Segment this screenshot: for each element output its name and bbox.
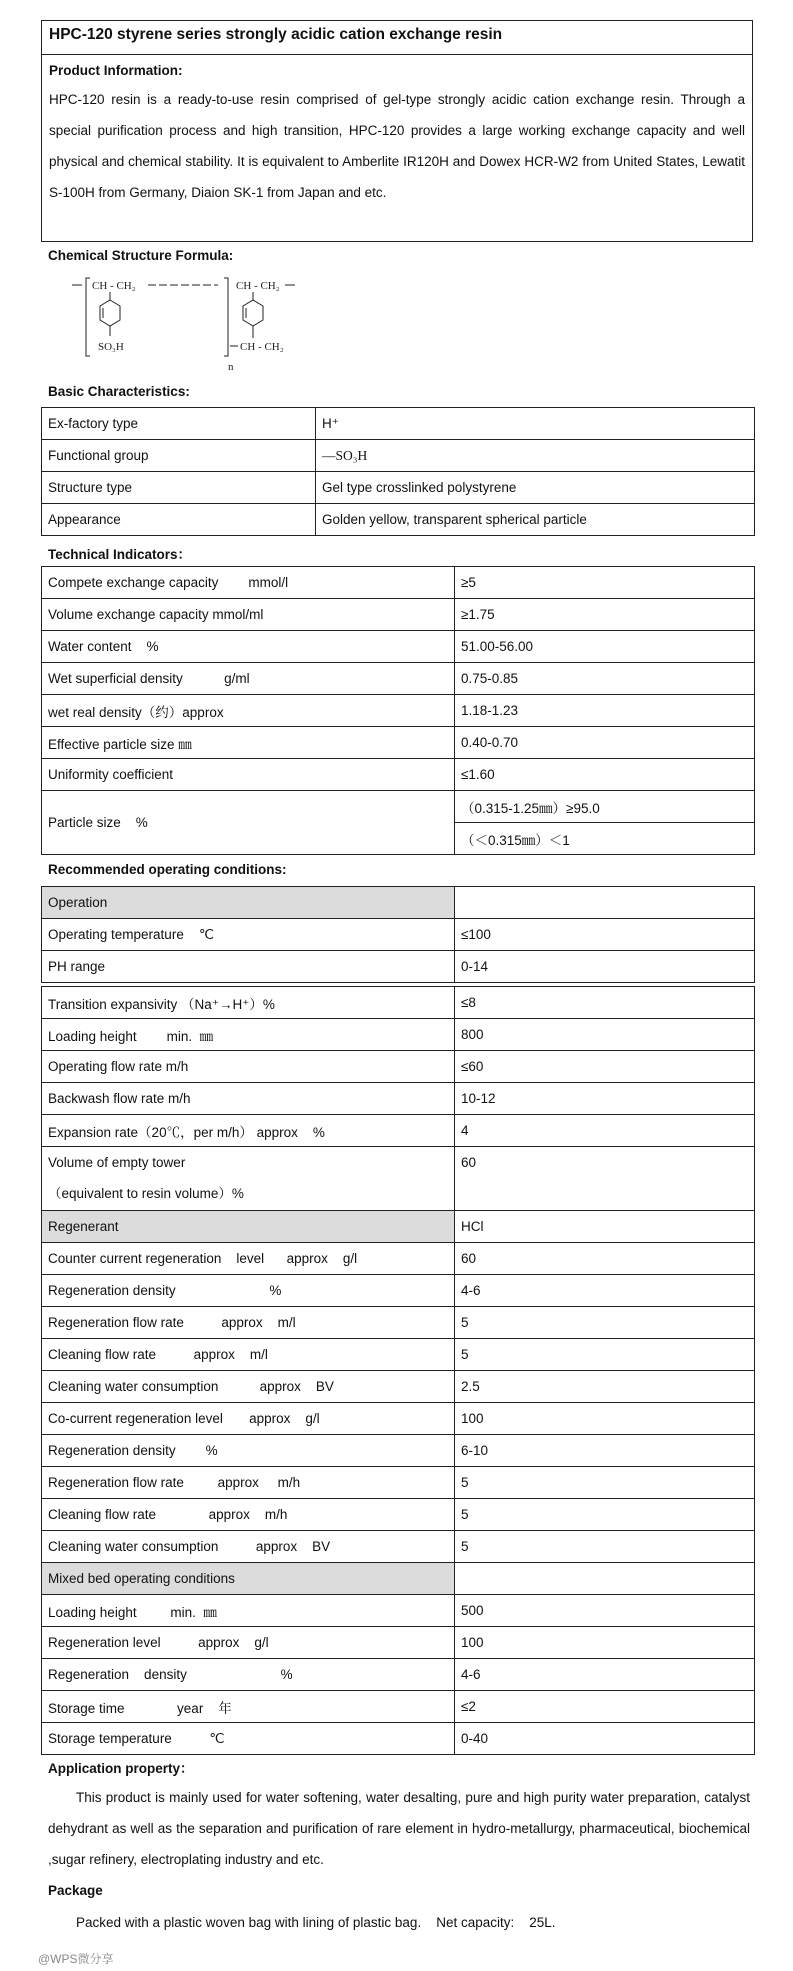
operating-heading: Recommended operating conditions: [48, 862, 287, 877]
table-cell: Volume exchange capacity mmol/ml [42, 599, 455, 631]
table-row [42, 987, 755, 1019]
table-cell: Loading height min. ㎜ [42, 1595, 455, 1627]
table-cell: Cleaning water consumption approx BV [42, 1531, 455, 1563]
table-row [42, 1627, 755, 1659]
application-text: This product is mainly used for water softening, water desalting, pure and high purity water preparation, catalyst dehydrant as well as the separation and purification of rare element in hydro-metallurgy, pharmaceutical, biochemical ,sugar refinery, electroplating industry and etc. [48, 1790, 750, 1867]
basic-characteristics-table [41, 407, 755, 536]
table-cell: 5 [455, 1531, 755, 1563]
table-row [42, 663, 755, 695]
table-cell: Wet superficial density g/ml [42, 663, 455, 695]
table-cell: Appearance [42, 504, 316, 536]
table-cell: Cleaning flow rate approx m/l [42, 1339, 455, 1371]
table-cell: Operation [42, 887, 455, 919]
table-cell: 5 [455, 1339, 755, 1371]
package-heading: Package [48, 1883, 103, 1898]
table-cell: —SO₃H [316, 440, 755, 472]
table-row [42, 1371, 755, 1403]
table-cell: Functional group [42, 440, 316, 472]
table-cell [42, 1147, 455, 1211]
table-cell: 800 [455, 1019, 755, 1051]
table-cell: （＜0.315㎜）＜1 [455, 823, 755, 855]
table-cell: Operating temperature ℃ [42, 919, 455, 951]
table-row [42, 1499, 755, 1531]
table-cell: Regeneration density % [42, 1659, 455, 1691]
table-cell: 4-6 [455, 1659, 755, 1691]
table-cell: PH range [42, 951, 455, 983]
page-title: HPC-120 styrene series strongly acidic cation exchange resin [42, 21, 752, 55]
table-cell: Mixed bed operating conditions [42, 1563, 455, 1595]
table-row [42, 1723, 755, 1755]
table-cell: Storage temperature ℃ [42, 1723, 455, 1755]
table-cell: Storage time year 年 [42, 1691, 455, 1723]
product-info-text: HPC-120 resin is a ready-to-use resin comprised of gel-type strongly acidic cation exchange resin. Through a special purification process and high transition, HPC-120 provides a large working exchange capacity and well physical and chemical stability. It is equivalent to Amberlite IR120H and Dowex HCR-W2 from United States, Lewatit S-100H from Germany, Diaion SK-1 from Japan and etc. [49, 92, 745, 200]
table-row [42, 1147, 755, 1211]
table-cell: H⁺ [316, 408, 755, 440]
table-cell: Particle size % [42, 791, 455, 855]
table-cell: Regeneration level approx g/l [42, 1627, 455, 1659]
table-row [42, 408, 755, 440]
table-cell: HCl [455, 1211, 755, 1243]
table-cell: ≤8 [455, 987, 755, 1019]
table-row [42, 599, 755, 631]
table-row [42, 727, 755, 759]
table-row [42, 695, 755, 727]
table-row [42, 1435, 755, 1467]
table-cell: 60 [455, 1147, 755, 1211]
table-row [42, 1051, 755, 1083]
table-cell: Cleaning water consumption approx BV [42, 1371, 455, 1403]
table-cell: 4 [455, 1115, 755, 1147]
table-row [42, 504, 755, 536]
table-cell: 100 [455, 1403, 755, 1435]
table-row [42, 1115, 755, 1147]
table-cell: 0.40-0.70 [455, 727, 755, 759]
table-cell: 500 [455, 1595, 755, 1627]
operating-table-1 [41, 886, 755, 983]
product-info-box [41, 20, 753, 242]
table-cell: Cleaning flow rate approx m/h [42, 1499, 455, 1531]
table-row [42, 631, 755, 663]
table-cell: 10-12 [455, 1083, 755, 1115]
table-cell: 51.00-56.00 [455, 631, 755, 663]
structure-heading: Chemical Structure Formula: [48, 248, 234, 263]
table-cell: ≥1.75 [455, 599, 755, 631]
table-cell: Structure type [42, 472, 316, 504]
table-row [42, 1563, 755, 1595]
table-cell: Regeneration flow rate approx m/l [42, 1307, 455, 1339]
table-row [42, 1243, 755, 1275]
technical-indicators-table [41, 566, 755, 855]
table-cell: 4-6 [455, 1275, 755, 1307]
table-row [42, 951, 755, 983]
table-row [42, 887, 755, 919]
table-cell: Operating flow rate m/h [42, 1051, 455, 1083]
table-cell: Regeneration density % [42, 1275, 455, 1307]
structure-so3h: SO₃H [98, 341, 124, 353]
table-row [42, 1019, 755, 1051]
table-cell: 60 [455, 1243, 755, 1275]
operating-table-2 [41, 986, 755, 1755]
table-row [42, 1339, 755, 1371]
basic-heading: Basic Characteristics: [48, 384, 190, 399]
technical-heading: Technical Indicators： [48, 547, 192, 562]
table-cell: 0-40 [455, 1723, 755, 1755]
table-cell: ≤60 [455, 1051, 755, 1083]
table-row [42, 472, 755, 504]
table-cell: ≤100 [455, 919, 755, 951]
table-cell: Compete exchange capacity mmol/l [42, 567, 455, 599]
table-cell: 0.75-0.85 [455, 663, 755, 695]
structure-ch-ch2-bottom: CH - CH₂ [240, 341, 284, 353]
table-cell: Co-current regeneration level approx g/l [42, 1403, 455, 1435]
table-row [42, 1083, 755, 1115]
table-row [42, 1659, 755, 1691]
table-row [42, 1691, 755, 1723]
chemical-structure-diagram [70, 268, 370, 378]
table-row [42, 1211, 755, 1243]
table-cell: Counter current regeneration level approx g/l [42, 1243, 455, 1275]
table-cell: Backwash flow rate m/h [42, 1083, 455, 1115]
table-cell: 6-10 [455, 1435, 755, 1467]
table-cell: Regenerant [42, 1211, 455, 1243]
package-text: Packed with a plastic woven bag with lining of plastic bag. Net capacity: 25L. [76, 1915, 556, 1930]
table-cell: Golden yellow, transparent spherical particle [316, 504, 755, 536]
table-row [42, 759, 755, 791]
table-cell: 100 [455, 1627, 755, 1659]
table-row [42, 440, 755, 472]
table-cell: Water content % [42, 631, 455, 663]
table-cell: （0.315-1.25㎜）≥95.0 [455, 791, 755, 823]
structure-n: n [228, 361, 234, 373]
table-cell: Ex-factory type [42, 408, 316, 440]
table-row [42, 1467, 755, 1499]
table-row [42, 1307, 755, 1339]
table-cell: 5 [455, 1467, 755, 1499]
table-cell: ≤2 [455, 1691, 755, 1723]
table-cell [455, 887, 755, 919]
watermark: @WPS微分享 [38, 1952, 114, 1966]
table-cell: 0-14 [455, 951, 755, 983]
table-row [42, 1403, 755, 1435]
table-cell: 5 [455, 1307, 755, 1339]
table-cell: 5 [455, 1499, 755, 1531]
application-heading: Application property： [48, 1761, 194, 1776]
product-info-heading: Product Information: [49, 63, 183, 78]
table-cell: 1.18-1.23 [455, 695, 755, 727]
table-cell: Effective particle size ㎜ [42, 727, 455, 759]
table-cell: wet real density（约）approx [42, 695, 455, 727]
table-cell: Uniformity coefficient [42, 759, 455, 791]
table-cell: ≥5 [455, 567, 755, 599]
empty-tower-label-1: Volume of empty tower [48, 1155, 186, 1170]
table-cell: Transition expansivity （Na⁺→H⁺）% [42, 987, 455, 1019]
table-cell: Regeneration flow rate approx m/h [42, 1467, 455, 1499]
table-row [42, 567, 755, 599]
empty-tower-label-2: （equivalent to resin volume）% [48, 1186, 244, 1201]
table-cell: Loading height min. ㎜ [42, 1019, 455, 1051]
table-cell: Regeneration density % [42, 1435, 455, 1467]
table-cell: Gel type crosslinked polystyrene [316, 472, 755, 504]
table-row [42, 1531, 755, 1563]
table-cell: Expansion rate（20℃，per m/h） approx % [42, 1115, 455, 1147]
table-cell: ≤1.60 [455, 759, 755, 791]
structure-ch-ch2-left: CH - CH₂ [92, 280, 136, 292]
table-row [42, 1595, 755, 1627]
structure-ch-ch2-right: CH - CH₂ [236, 280, 280, 292]
table-row [42, 919, 755, 951]
table-row [42, 791, 755, 823]
table-row [42, 1275, 755, 1307]
table-cell: 2.5 [455, 1371, 755, 1403]
table-cell [455, 1563, 755, 1595]
